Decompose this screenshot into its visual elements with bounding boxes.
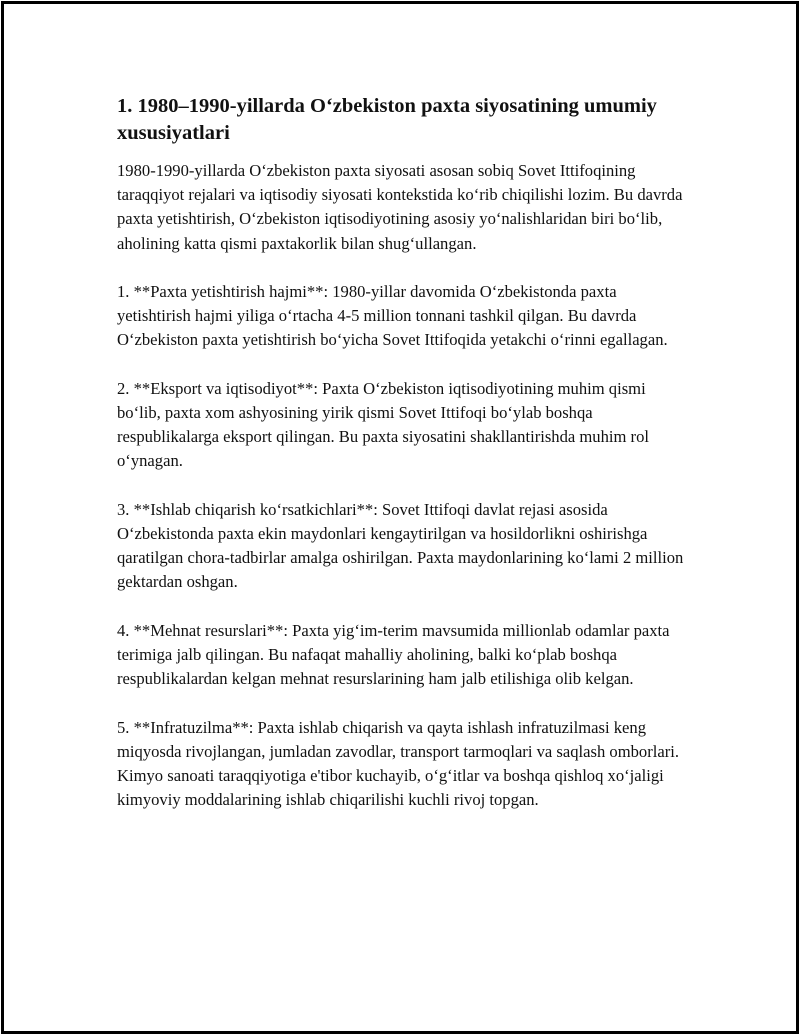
section-heading: 1. 1980–1990-yillarda O‘zbekiston paxta siyosatining umumiy xususiyatlari (117, 95, 657, 144)
list-item: 3. **Ishlab chiqarish ko‘rsatkichlari**: Sovet Ittifoqi davlat rejasi asosida O‘zbekistonda paxta ekin maydonlari kengaytirilgan va hosildorlikni oshirishga qaratilgan chora-tadbirlar amalga oshirilgan. Paxta maydonlarining ko‘lami 2 million gektardan oshgan. (117, 499, 684, 592)
list-item: 1. **Paxta yetishtirish hajmi**: 1980-yillar davomida O‘zbekistonda paxta yetishtirish hajmi yiliga o‘rtacha 4-5 million tonnani tashkil qilgan. Bu davrda O‘zbekiston paxta yetishtirish bo‘yicha Sovet Ittifoqida yetakchi o‘rinni egallagan. (117, 282, 668, 350)
intro-paragraph: 1980-1990-yillarda O‘zbekiston paxta siyosati asosan sobiq Sovet Ittifoqining taraqqiyot rejalari va iqtisodiy siyosati kontekstida ko‘rib chiqilishi lozim. Bu davrda paxta yetishtirish, O‘zbekiston iqtisodiyotining asosiy yo‘nalishlaridan biri bo‘lib, aholining katta qismi paxtakorlik bilan shug‘ullangan. (117, 161, 683, 253)
list-item: 2. **Eksport va iqtisodiyot**: Paxta O‘zbekiston iqtisodiyotining muhim qismi bo‘lib, paxta xom ashyosining yirik qismi Sovet Ittifoqi bo‘ylab boshqa respublikalarga eksport qilingan. Bu paxta siyosatini shakllantirishda muhim rol o‘ynagan. (117, 378, 649, 471)
document-body (117, 93, 692, 837)
list-item: 4. **Mehnat resurslari**: Paxta yig‘im-terim mavsumida millionlab odamlar paxta terimiga jalb qilingan. Bu nafaqat mahalliy aholining, balki ko‘plab boshqa respublikalardan kelgan mehnat resurslarining ham jalb etilishiga olib kelgan. (117, 620, 670, 689)
list-item: 5. **Infratuzilma**: Paxta ishlab chiqarish va qayta ishlash infratuzilmasi keng miqyosda rivojlangan, jumladan zavodlar, transport tarmoqlari va saqlash omborlari. Kimyo sanoati taraqqiyotiga e'tibor kuchayib, o‘g‘itlar va boshqa qishloq xo‘jaligi kimyoviy moddalarining ishlab chiqarilishi kuchli rivoj topgan. (117, 717, 679, 810)
